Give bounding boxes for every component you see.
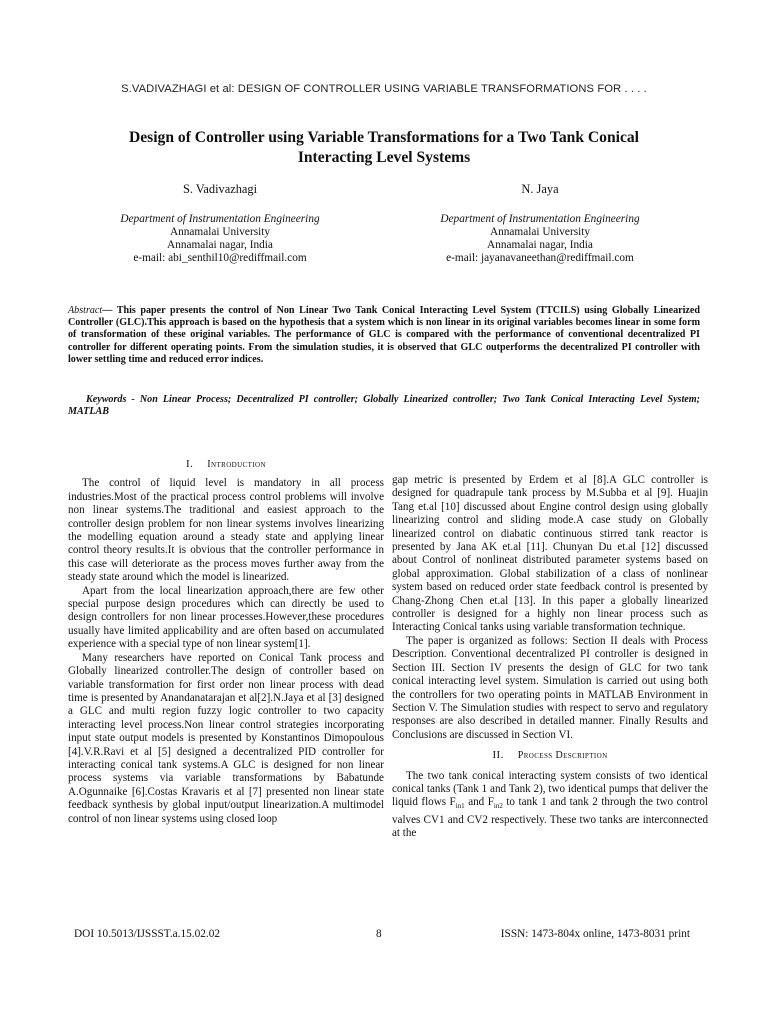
subscript: in2 [493, 802, 503, 811]
section-title: Process Description [517, 750, 608, 762]
author-block-2 [390, 182, 690, 265]
keywords: Keywords - Non Linear Process; Decentralized PI controller; Globally Linearized controller; Two Tank Conical Interacting Level System; MATLAB [68, 394, 700, 418]
author-place: Annamalai nagar, India [487, 239, 593, 251]
text-run: The two tank conical interacting system consists of two identical conical tanks (Tank 1 and Tank 2), two identical pumps that deliver the liquid flows F [392, 769, 708, 809]
author-block-1 [70, 182, 370, 265]
footer-issn: ISSN: 1473-804x online, 1473-8031 print [500, 928, 690, 940]
text-run: to tank 1 and tank 2 through the two control valves CV1 and CV2 respectively. These two tanks are interconnected at the [392, 796, 708, 840]
title-line-1: Design of Controller using Variable Transformations for a Two Tank Conical [128, 129, 640, 146]
running-head: S.VADIVAZHAGI et al: DESIGN OF CONTROLLER USING VARIABLE TRANSFORMATIONS FOR . . . . [121, 83, 647, 95]
paragraph: Many researchers have reported on Conical Tank process and Globally linearized controller.The design of controller based on variable transformation for first order non linear process with dead time is presented by Anandanatarajan et al[2].N.Jaya et al [3] designed a GLC and multi region fuzzy logic controller to two capacity interacting level process.Non linear control strategies incorporating input state output models is presented by Konstantinos Dimopoulous [4].V.R.Ravi et al [5] designed a decentralized PID controller for interacting conical tank systems.A GLC is designed for non linear process systems via variable transformations by Babatunde A.Ogunnaike [6].Costas Kravaris et al [7] presented non linear state feedback synthesis by global input/output linearization.A multimodel control of non linear systems using closed loop [68, 651, 384, 825]
abstract-text: — This paper presents the control of Non Linear Two Tank Conical Interacting Level System (TTCILS) using Globally Linearized Controller (GLC).This approach is based on the hypothesis that a system which is non linear in its original variables becomes linear in some form of transformation of these original variables. The performance of GLC is compared with the performance of conventional decentralized PI controller for different operating points. From the simulation studies, it is observed that GLC outperforms the decentralized PI controller with lower settling time and reduced error indices. [68, 305, 700, 365]
author-name: S. Vadivazhagi [182, 182, 258, 196]
section-number: II. [492, 749, 504, 762]
section-heading-introduction [68, 458, 384, 471]
author-name: N. Jaya [521, 182, 559, 196]
subscript: in1 [455, 802, 465, 811]
author-dept: Department of Instrumentation Engineering [120, 213, 320, 225]
author-email: e-mail: jayanavaneethan@rediffmail.com [446, 252, 634, 264]
author-place: Annamalai nagar, India [167, 239, 273, 251]
page-number: 8 [376, 928, 382, 940]
title-line-2: Interacting Level Systems [297, 149, 471, 166]
paragraph: gap metric is presented by Erdem et al [8].A GLC controller is designed for quadrapule tank process by M.Subba et al [9]. Huajin Tang et.al [10] discussed about Engine control design using globally linearizing control and sliding mode.A case study on Globally linearized control on diabatic continuous stirred tank reactor is presented by Jana AK et.al [11]. Chunyan Du et.al [12] discussed about Control of nonlineat distributed parameter systems based on global approximation. Global stabilization of a class of nonlinear system based on reduced order state feedback control is presented by Chang-Zhong Chen et.al [13]. In this paper a globally linearized controller is designed for a highly non linear process such as Interacting Conical tanks using variable transformation technique. [392, 474, 708, 634]
abstract-label: Abstract [68, 305, 103, 316]
left-column [68, 458, 384, 826]
section-title: Introduction [207, 459, 266, 470]
text-run: and F [464, 796, 494, 809]
author-dept: Department of Instrumentation Engineering [440, 213, 640, 225]
section-heading-process-description [392, 749, 708, 762]
author-university: Annamalai University [169, 226, 271, 238]
abstract [68, 305, 700, 366]
author-email: e-mail: abi_senthil10@rediffmail.com [133, 252, 307, 264]
paragraph [392, 770, 708, 841]
right-column [392, 474, 708, 841]
paragraph: Apart from the local linearization approach,there are few other special purpose design procedures which can directly be used to design controllers for non linear processes.However,these procedures usually have limited applicability and are often based on accumulated experience with a special type of non linear system[1]. [68, 584, 384, 651]
paper-title [60, 128, 708, 168]
author-university: Annamalai University [489, 226, 591, 238]
paragraph: The control of liquid level is mandatory in all process industries.Most of the practical process control problems will involve non linear systems.The traditional and easiest approach to the controller design problem for non linear systems involves linearizing the modelling equation around a steady state and applying linear control theory results.It is obvious that the controller performance in this case will deteriorate as the process moves further away from the steady state around which the model is linearized. [68, 477, 384, 584]
page-footer [68, 928, 700, 944]
footer-doi: DOI 10.5013/IJSSST.a.15.02.02 [74, 928, 221, 940]
section-number: I. [186, 458, 194, 470]
paragraph: The paper is organized as follows: Section II deals with Process Description. Conventional decentralized PI controller is designed in Section III. Section IV presents the design of GLC for two tank conical interacting level system. Simulation is carried out using both the controllers for two operating points in MATLAB Environment in Section V. The Simulation studies with respect to servo and regulatory responses are also described in detailed manner. Finally Results and Conclusions are discussed in Section VI. [392, 634, 708, 741]
